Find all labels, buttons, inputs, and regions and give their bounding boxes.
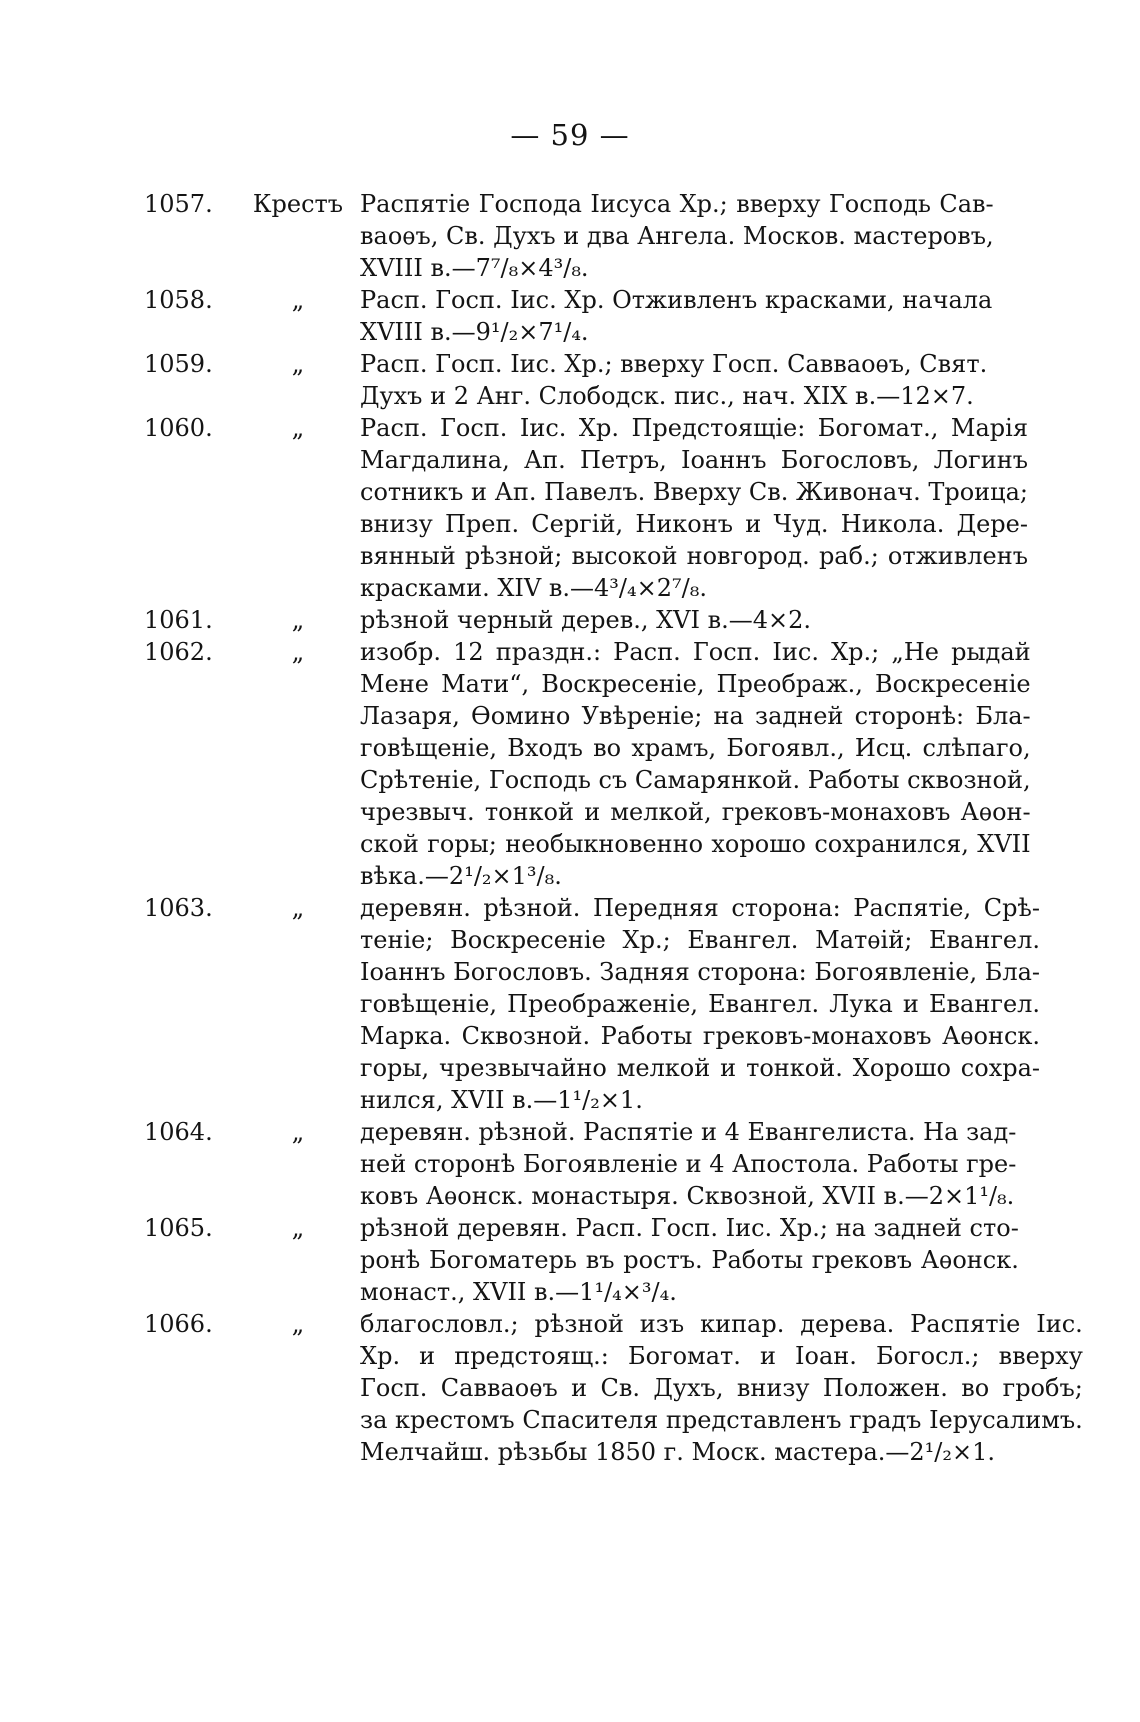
entry-description-line: деревян. рѣзной. Распятіе и 4 Евангелиста. На зад-: [360, 1118, 1017, 1146]
entry-description-line: ней сторонѣ Богоявленіе и 4 Апостола. Работы гре-: [360, 1150, 1017, 1178]
entry-description: [360, 1308, 1083, 1468]
entry-description-line: Лазаря, Ѳомино Увѣреніе; на задней сторонѣ: Бла-: [360, 702, 1031, 730]
entry-description: [360, 188, 994, 284]
entry-description-line: рѣзной черный дерев., XVI в.—4×2.: [360, 606, 812, 634]
entry-number: 1058.: [144, 286, 213, 314]
entry-item-mark: „: [291, 894, 305, 922]
entry-description-line: ваоѳъ, Св. Духъ и два Ангела. Москов. мастеровъ,: [360, 222, 994, 250]
entry-description-line: вѣка.—2¹/₂×1³/₈.: [360, 862, 562, 890]
entry-description-line: ронѣ Богоматерь въ ростъ. Работы грековъ Аѳонск.: [360, 1246, 1019, 1274]
entry-description-line: Госп. Савваоѳъ и Св. Духъ, внизу Положен. во гробъ;: [360, 1374, 1083, 1402]
entry-number: 1064.: [144, 1118, 213, 1146]
entry-number: 1062.: [144, 638, 213, 666]
entry-description-line: XVIII в.—9¹/₂×7¹/₄.: [360, 318, 589, 346]
entry-item-mark: „: [291, 286, 305, 314]
entry-description-line: Срѣтеніе, Господь съ Самарянкой. Работы сквозной,: [360, 766, 1031, 794]
entry-item-mark: „: [291, 1118, 305, 1146]
catalog-entry: [144, 188, 994, 284]
entry-description: [360, 1212, 1019, 1308]
catalog-entry: [144, 348, 988, 412]
entry-description-line: горы, чрезвычайно мелкой и тонкой. Хорошо сохра-: [360, 1054, 1041, 1082]
entry-description-line: Магдалина, Ап. Петръ, Іоаннъ Богословъ, Логинъ: [360, 446, 1028, 474]
entry-description-line: Хр. и предстоящ.: Богомат. и Іоан. Богосл.; вверху: [360, 1342, 1083, 1370]
entry-description-line: чрезвыч. тонкой и мелкой, грековъ-монаховъ Аѳон-: [360, 798, 1031, 826]
entry-description-line: Мене Мати“, Воскресеніе, Преображ., Воскресеніе: [360, 670, 1031, 698]
entry-number: 1059.: [144, 350, 213, 378]
entry-description: [360, 636, 1031, 892]
page-number: — 59 —: [510, 118, 630, 152]
entry-description: [360, 604, 984, 636]
catalog-entry: [144, 1308, 1083, 1468]
catalog-entry: [144, 412, 1028, 604]
entry-description: [360, 1116, 1016, 1212]
entry-description-line: ской горы; необыкновенно хорошо сохранился, XVII: [360, 830, 1031, 858]
entry-item-mark: „: [291, 414, 305, 442]
entry-description-line: говѣщеніе, Входъ во храмъ, Богоявл., Исц. слѣпаго,: [360, 734, 1031, 762]
catalog-entry: [144, 1212, 1019, 1308]
entry-number: 1057.: [144, 190, 213, 218]
entry-description-line: ковъ Аѳонск. монастыря. Сквозной, XVII в.—2×1¹/₈.: [360, 1182, 1015, 1210]
entry-description-line: красками. XIV в.—4³/₄×2⁷/₈.: [360, 574, 707, 602]
entry-item-mark: „: [291, 350, 305, 378]
entry-description-line: вянный рѣзной; высокой новгород. раб.; отживленъ: [360, 542, 1028, 570]
entry-description-line: сотникъ и Ап. Павелъ. Вверху Св. Живонач. Троица;: [360, 478, 1028, 506]
entry-description-line: XVIII в.—7⁷/₈×4³/₈.: [360, 254, 589, 282]
entry-description-line: Распятіе Господа Іисуса Хр.; вверху Господь Сав-: [360, 190, 994, 218]
entry-description-line: Іоаннъ Богословъ. Задняя сторона: Богоявленіе, Бла-: [360, 958, 1041, 986]
entry-description-line: монаст., XVII в.—1¹/₄×³/₄.: [360, 1278, 677, 1306]
entry-description-line: благословл.; рѣзной изъ кипар. дерева. Распятіе Іис.: [360, 1310, 1083, 1338]
entry-description-line: Духъ и 2 Анг. Слободск. пис., нач. XIX в.—12×7.: [360, 382, 974, 410]
entry-number: 1065.: [144, 1214, 213, 1242]
entry-number: 1060.: [144, 414, 213, 442]
entry-description-line: Расп. Госп. Іис. Хр. Отживленъ красками, начала: [360, 286, 993, 314]
entry-item-mark: „: [291, 1214, 305, 1242]
catalog-entry: [144, 1116, 1017, 1212]
entry-description-line: Расп. Госп. Іис. Хр.; вверху Госп. Савваоѳъ, Свят.: [360, 350, 988, 378]
entry-description-line: нился, XVII в.—1¹/₂×1.: [360, 1086, 643, 1114]
entry-description: [360, 284, 992, 348]
entry-number: 1063.: [144, 894, 213, 922]
catalog-entry: [144, 892, 1041, 1116]
entry-number: 1066.: [144, 1310, 213, 1338]
entry-description-line: рѣзной деревян. Расп. Госп. Іис. Хр.; на задней сто-: [360, 1214, 1019, 1242]
entry-description-line: говѣщеніе, Преображеніе, Евангел. Лука и Евангел.: [360, 990, 1041, 1018]
entry-description: [360, 412, 1028, 604]
entry-number: 1061.: [144, 606, 213, 634]
catalog-entry: [144, 604, 984, 636]
entry-description: [360, 892, 1040, 1116]
entry-description-line: Расп. Госп. Іис. Хр. Предстоящіе: Богомат., Марія: [360, 414, 1028, 442]
entry-item-mark: „: [291, 606, 305, 634]
entry-item-mark: Крестъ: [252, 190, 344, 218]
entry-description-line: за крестомъ Спасителя представленъ градъ Іерусалимъ.: [360, 1406, 1083, 1434]
entry-description: [360, 348, 987, 412]
catalog-entries: [144, 188, 1083, 1468]
entry-item-mark: „: [291, 1310, 305, 1338]
entry-description-line: Мелчайш. рѣзьбы 1850 г. Моск. мастера.—2¹/₂×1.: [360, 1438, 996, 1466]
entry-item-mark: „: [291, 638, 305, 666]
entry-description-line: деревян. рѣзной. Передняя сторона: Распятіе, Срѣ-: [360, 894, 1041, 922]
entry-description-line: Марка. Сквозной. Работы грековъ-монаховъ Аѳонск.: [360, 1022, 1041, 1050]
entry-description-line: изобр. 12 праздн.: Расп. Госп. Іис. Хр.; „Не рыдай: [360, 638, 1031, 666]
entry-description-line: теніе; Воскресеніе Хр.; Евангел. Матѳій; Евангел.: [360, 926, 1041, 954]
catalog-entry: [144, 636, 1031, 892]
catalog-entry: [144, 284, 993, 348]
entry-description-line: внизу Преп. Сергій, Никонъ и Чуд. Никола. Дере-: [360, 510, 1028, 538]
